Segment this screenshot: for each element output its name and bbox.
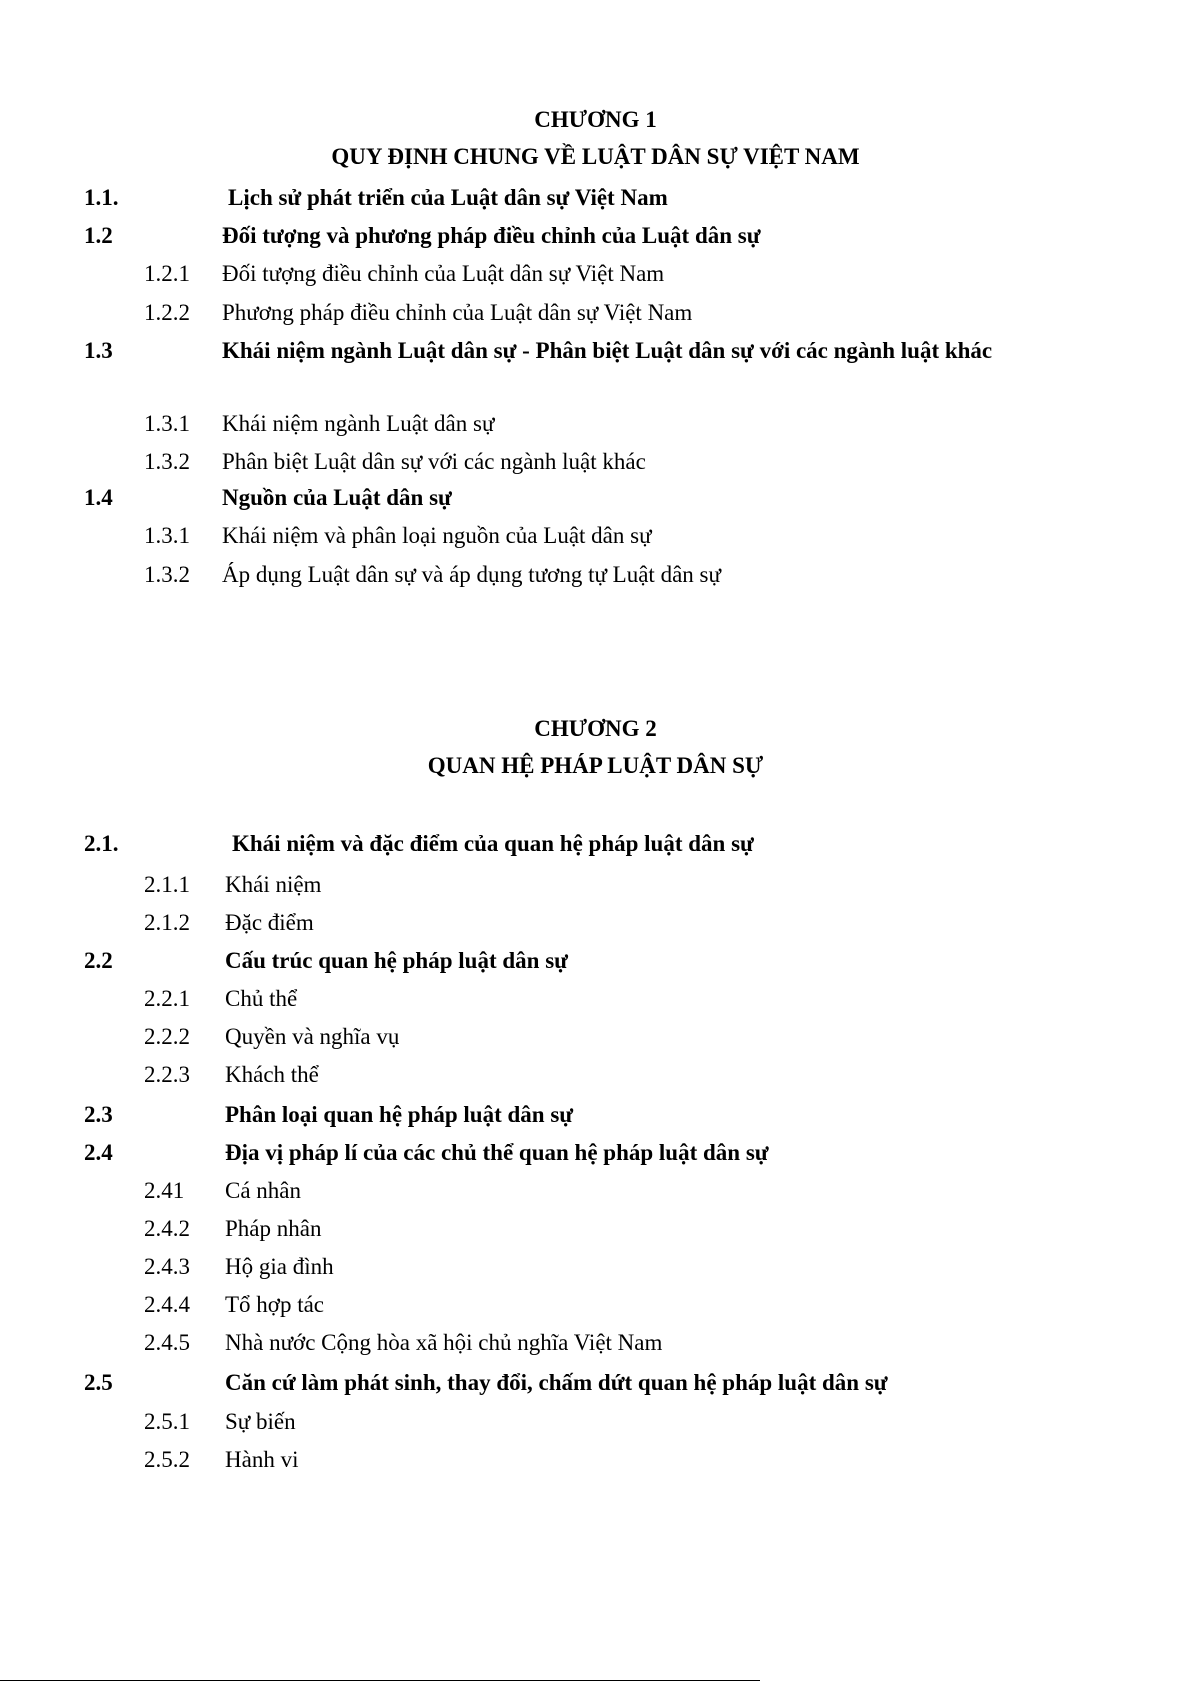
section-title: Lịch sử phát triển của Luật dân sự Việt Nam	[228, 185, 668, 210]
subsection-title: Hộ gia đình	[225, 1254, 334, 1279]
subsection-number: 1.3.2	[144, 562, 190, 587]
subsection-title: Phân biệt Luật dân sự với các ngành luật khác	[222, 449, 646, 474]
section-number: 1.4	[84, 485, 113, 510]
subsection-title: Áp dụng Luật dân sự và áp dụng tương tự Luật dân sự	[222, 562, 721, 587]
subsection-number: 1.3.1	[144, 523, 190, 548]
section-title: Nguồn của Luật dân sự	[222, 485, 452, 510]
subsection-number: 2.4.5	[144, 1330, 190, 1355]
subsection-title: Pháp nhân	[225, 1216, 322, 1241]
section-title: Khái niệm và đặc điểm của quan hệ pháp luật dân sự	[232, 831, 754, 856]
subsection-number: 2.5.1	[144, 1409, 190, 1434]
subsection-number: 2.4.2	[144, 1216, 190, 1241]
section-number: 2.5	[84, 1370, 113, 1395]
section-title: Đối tượng và phương pháp điều chỉnh của Luật dân sự	[222, 223, 761, 248]
subsection-number: 1.2.1	[144, 261, 190, 286]
subsection-title: Nhà nước Cộng hòa xã hội chủ nghĩa Việt Nam	[225, 1330, 663, 1355]
subsection-title: Quyền và nghĩa vụ	[225, 1024, 400, 1049]
subsection-title: Tổ hợp tác	[225, 1292, 325, 1317]
subsection-number: 2.4.4	[144, 1292, 190, 1317]
subsection-number: 1.3.2	[144, 449, 190, 474]
chapter-2-heading: CHƯƠNG 2	[534, 716, 657, 741]
section-title: Phân loại quan hệ pháp luật dân sự	[225, 1102, 574, 1127]
subsection-title: Khách thể	[225, 1062, 319, 1087]
subsection-title: Đặc điểm	[225, 910, 314, 935]
section-number: 1.2	[84, 223, 113, 248]
section-number: 2.2	[84, 948, 113, 973]
subsection-title: Khái niệm ngành Luật dân sự	[222, 411, 495, 436]
footer-rule	[0, 1680, 760, 1682]
section-number: 2.1.	[84, 831, 119, 856]
subsection-number: 2.41	[144, 1178, 185, 1203]
chapter-1-title: QUY ĐỊNH CHUNG VỀ LUẬT DÂN SỰ VIỆT NAM	[331, 144, 860, 169]
subsection-title: Chủ thể	[225, 986, 298, 1011]
subsection-title: Đối tượng điều chỉnh của Luật dân sự Việt Nam	[222, 261, 665, 286]
subsection-number: 1.2.2	[144, 300, 190, 325]
section-number: 2.4	[84, 1140, 113, 1165]
section-number: 2.3	[84, 1102, 113, 1127]
subsection-number: 2.5.2	[144, 1447, 190, 1472]
subsection-title: Cá nhân	[225, 1178, 302, 1203]
subsection-title: Hành vi	[225, 1447, 299, 1472]
subsection-number: 2.2.2	[144, 1024, 190, 1049]
section-title: Địa vị pháp lí của các chủ thể quan hệ pháp luật dân sự	[225, 1140, 769, 1165]
section-title: Cấu trúc quan hệ pháp luật dân sự	[225, 948, 568, 973]
section-title: Căn cứ làm phát sinh, thay đổi, chấm dứt quan hệ pháp luật dân sự	[225, 1370, 888, 1395]
chapter-2-title: QUAN HỆ PHÁP LUẬT DÂN SỰ	[427, 753, 764, 778]
chapter-1-heading: CHƯƠNG 1	[534, 107, 657, 132]
subsection-title: Phương pháp điều chỉnh của Luật dân sự Việt Nam	[222, 300, 693, 325]
subsection-number: 2.4.3	[144, 1254, 190, 1279]
subsection-number: 2.1.2	[144, 910, 190, 935]
section-number: 1.1.	[84, 185, 119, 210]
subsection-title: Khái niệm và phân loại nguồn của Luật dân sự	[222, 523, 652, 548]
subsection-title: Sự biến	[225, 1409, 296, 1434]
subsection-title: Khái niệm	[225, 872, 322, 897]
subsection-number: 2.2.3	[144, 1062, 190, 1087]
subsection-number: 1.3.1	[144, 411, 190, 436]
section-number: 1.3	[84, 338, 113, 363]
subsection-number: 2.2.1	[144, 986, 190, 1011]
section-title: Khái niệm ngành Luật dân sự - Phân biệt Luật dân sự với các ngành luật khác	[222, 338, 993, 363]
subsection-number: 2.1.1	[144, 872, 190, 897]
